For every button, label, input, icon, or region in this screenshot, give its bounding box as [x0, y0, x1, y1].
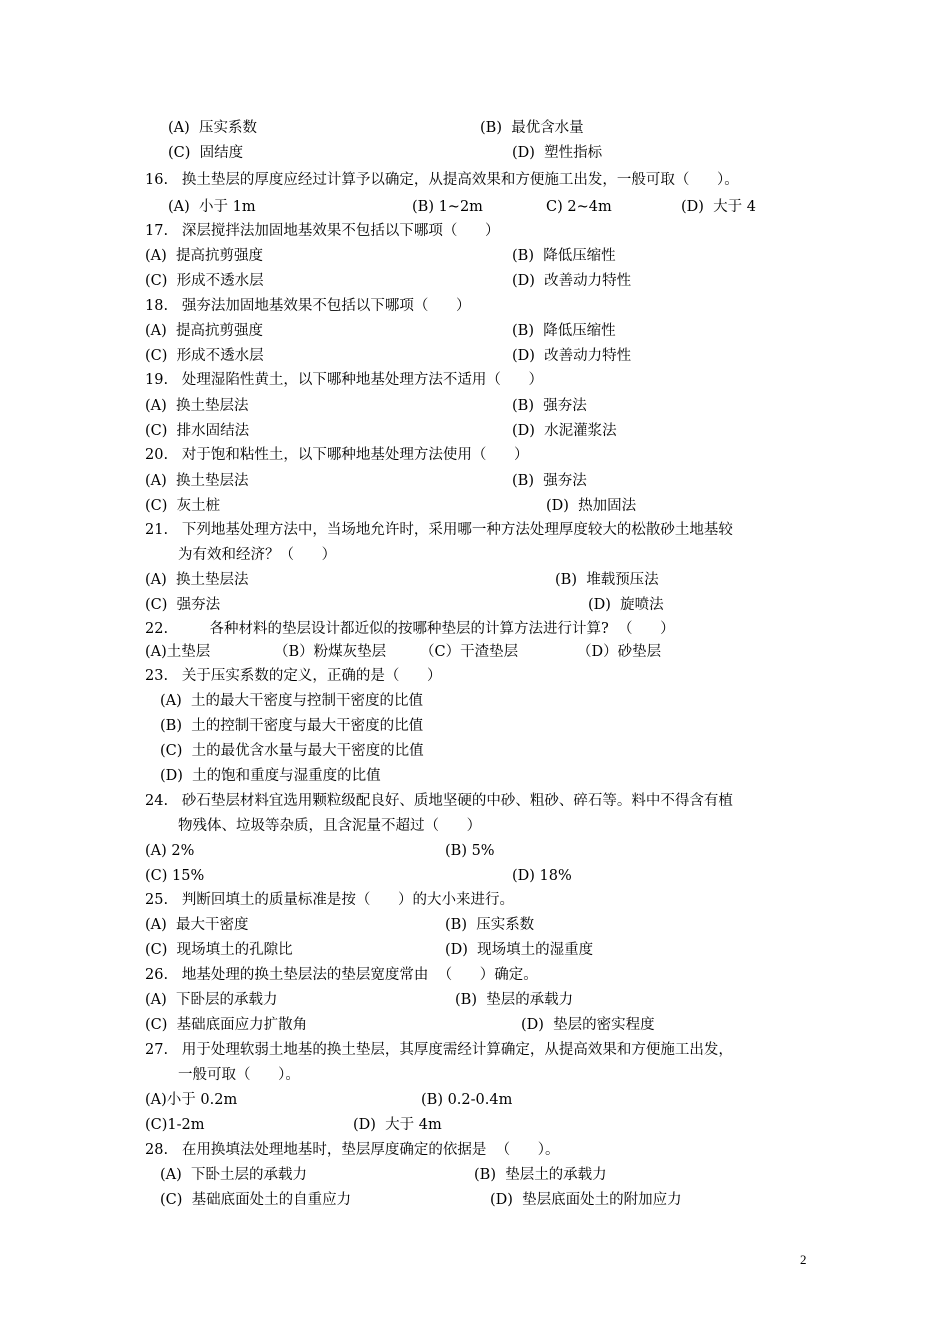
text-line: (B) 降低压缩性 — [512, 248, 616, 264]
text-line: 25. 判断回填土的质量标准是按（ ）的大小来进行。 — [145, 892, 515, 908]
text-line: (D) 热加固法 — [546, 498, 637, 514]
text-line: （C）干渣垫层 — [420, 644, 519, 660]
text-line: 24. 砂石垫层材料宜选用颗粒级配良好、质地坚硬的中砂、粗砂、碎石等。料中不得含有植 — [145, 793, 733, 809]
text-line: 27. 用于处理软弱土地基的换土垫层，其厚度需经计算确定，从提高效果和方便施工出发， — [145, 1042, 733, 1058]
text-line: (D) 现场填土的湿重度 — [445, 942, 594, 958]
text-line: (A) 小于 1m — [168, 199, 256, 215]
text-line: C) 2~4m — [546, 199, 612, 215]
text-line: (A) 换土垫层法 — [145, 473, 249, 489]
text-line: (B) 最优含水量 — [480, 120, 584, 136]
text-line: (A) 土的最大干密度与控制干密度的比值 — [160, 693, 424, 709]
page-number: 2 — [800, 1252, 807, 1267]
text-line: (C) 土的最优含水量与最大干密度的比值 — [160, 743, 424, 759]
text-line: (D) 塑性指标 — [512, 145, 603, 161]
text-line: 物残体、垃圾等杂质，且含泥量不超过（ ） — [178, 818, 482, 834]
text-line: (B) 0.2-0.4m — [421, 1092, 513, 1108]
text-line: (A) 换土垫层法 — [145, 572, 249, 588]
text-line: （B）粉煤灰垫层 — [274, 644, 387, 660]
text-line: 26. 地基处理的换土垫层法的垫层宽度常由 （ ）确定。 — [145, 967, 538, 983]
text-line: (C) 基础底面应力扩散角 — [145, 1017, 308, 1033]
text-line: (C) 灰土桩 — [145, 498, 221, 514]
text-line: 一般可取（ ）。 — [178, 1067, 300, 1083]
text-line: (D) 水泥灌浆法 — [512, 423, 617, 439]
text-line: (C) 15% — [145, 868, 205, 884]
text-line: (D) 大于 4 — [681, 199, 756, 215]
text-line: 23. 关于压实系数的定义，正确的是（ ） — [145, 668, 442, 684]
text-line: (C) 基础底面处土的自重应力 — [160, 1192, 352, 1208]
text-line: (D) 改善动力特性 — [512, 273, 632, 289]
text-line: (A) 下卧土层的承载力 — [160, 1167, 308, 1183]
text-line: 22. 各种材料的垫层设计都近似的按哪种垫层的计算方法进行计算? （ ） — [145, 621, 675, 637]
text-line: (B) 垫层的承载力 — [455, 992, 574, 1008]
text-line: (B) 1~2m — [412, 199, 483, 215]
text-line: 21. 下列地基处理方法中，当场地允许时，采用哪一种方法处理厚度较大的松散砂土地基较 — [145, 522, 733, 538]
text-line: (C) 固结度 — [168, 145, 244, 161]
text-line: (C) 现场填土的孔隙比 — [145, 942, 293, 958]
text-line: (D) 垫层底面处土的附加应力 — [490, 1192, 682, 1208]
text-line: 20. 对于饱和粘性土，以下哪种地基处理方法使用（ ） — [145, 447, 529, 463]
text-line: 19. 处理湿陷性黄土，以下哪种地基处理方法不适用（ ） — [145, 372, 544, 388]
text-line: 28. 在用换填法处理地基时，垫层厚度确定的依据是 （ ）。 — [145, 1142, 560, 1158]
text-line: (B) 土的控制干密度与最大干密度的比值 — [160, 718, 424, 734]
text-line: (B) 垫层土的承载力 — [474, 1167, 607, 1183]
text-line: (A)土垫层 — [145, 644, 211, 660]
text-line: (D) 土的饱和重度与湿重度的比值 — [160, 768, 381, 784]
text-line: (C) 形成不透水层 — [145, 273, 264, 289]
text-line: (C) 排水固结法 — [145, 423, 250, 439]
text-line: (A) 2% — [145, 843, 195, 859]
text-line: 16. 换土垫层的厚度应经过计算予以确定，从提高效果和方便施工出发，一般可取（ ）。 — [145, 172, 739, 188]
text-line: (C) 强夯法 — [145, 597, 221, 613]
text-line: 为有效和经济？（ ） — [178, 547, 337, 563]
text-line: 17. 深层搅拌法加固地基效果不包括以下哪项（ ） — [145, 223, 500, 239]
text-line: (A) 提高抗剪强度 — [145, 248, 264, 264]
text-line: (A) 最大干密度 — [145, 917, 249, 933]
text-line: (B) 堆载预压法 — [555, 572, 659, 588]
text-line: （D）砂垫层 — [577, 644, 662, 660]
text-line: (B) 强夯法 — [512, 473, 587, 489]
text-line: (C)1-2m — [145, 1117, 205, 1133]
text-line: (D) 改善动力特性 — [512, 348, 632, 364]
text-line: (D) 垫层的密实程度 — [521, 1017, 655, 1033]
text-line: (B) 降低压缩性 — [512, 323, 616, 339]
text-line: (D) 18% — [512, 868, 572, 884]
text-line: (A) 压实系数 — [168, 120, 258, 136]
text-line: (B) 强夯法 — [512, 398, 587, 414]
text-line: (D) 旋喷法 — [588, 597, 664, 613]
text-line: 18. 强夯法加固地基效果不包括以下哪项（ ） — [145, 298, 471, 314]
text-line: (B) 5% — [445, 843, 495, 859]
text-line: (A) 提高抗剪强度 — [145, 323, 264, 339]
text-line: (C) 形成不透水层 — [145, 348, 264, 364]
text-line: (A) 下卧层的承载力 — [145, 992, 278, 1008]
text-line: (A) 换土垫层法 — [145, 398, 249, 414]
text-line: (D) 大于 4m — [353, 1117, 442, 1133]
text-line: (A)小于 0.2m — [145, 1092, 238, 1108]
text-line: (B) 压实系数 — [445, 917, 535, 933]
